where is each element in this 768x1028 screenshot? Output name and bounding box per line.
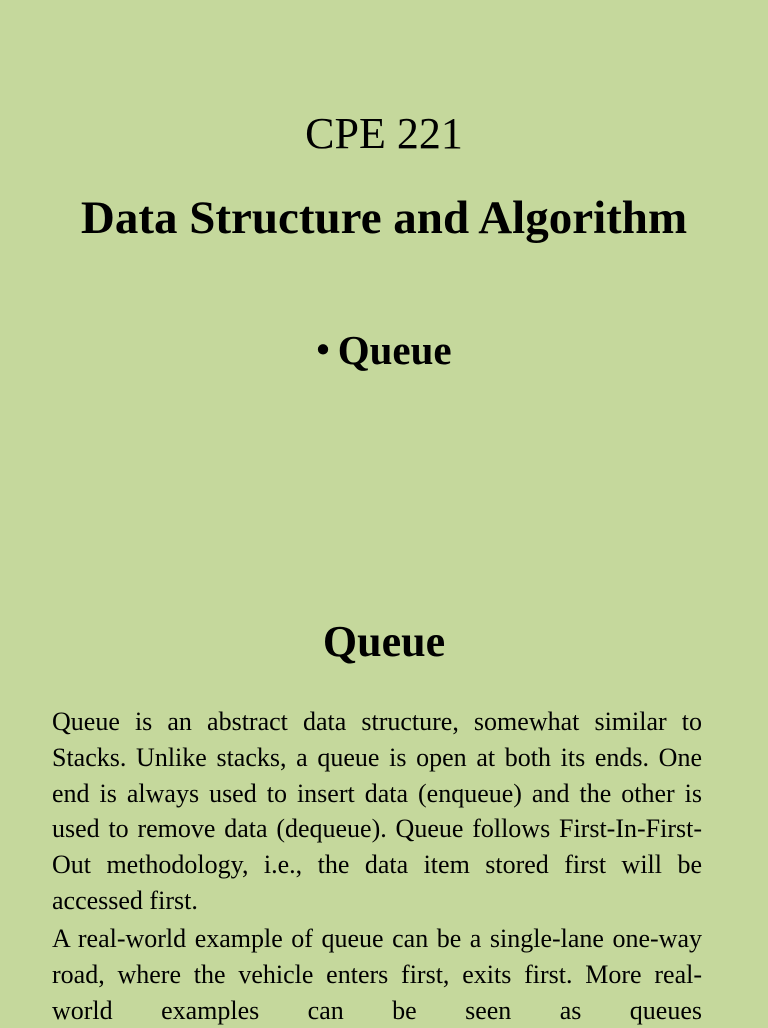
topic-label: Queue [337, 327, 452, 373]
content-slide [0, 560, 768, 1024]
course-title: Data Structure and Algorithm [80, 192, 688, 244]
body-paragraph-1: Queue is an abstract data structure, somewhat similar to Stacks. Unlike stacks, a queue is open at both its ends. One end is always used to insert data (enqueue) and the other is used to remove data (dequeue). Queue follows First-In-First-Out methodology, i.e., the data item stored first will be accessed first. [52, 707, 702, 915]
topic-bullet-item [0, 324, 768, 376]
section-title: Queue [322, 617, 446, 666]
course-code: CPE 221 [305, 109, 463, 158]
body-paragraph-2: A real-world example of queue can be a single-lane one-way road, where the vehicle enters first, exits first. More real-world examples can be seen as queues [52, 924, 702, 1025]
bullet-icon: • [316, 329, 330, 371]
